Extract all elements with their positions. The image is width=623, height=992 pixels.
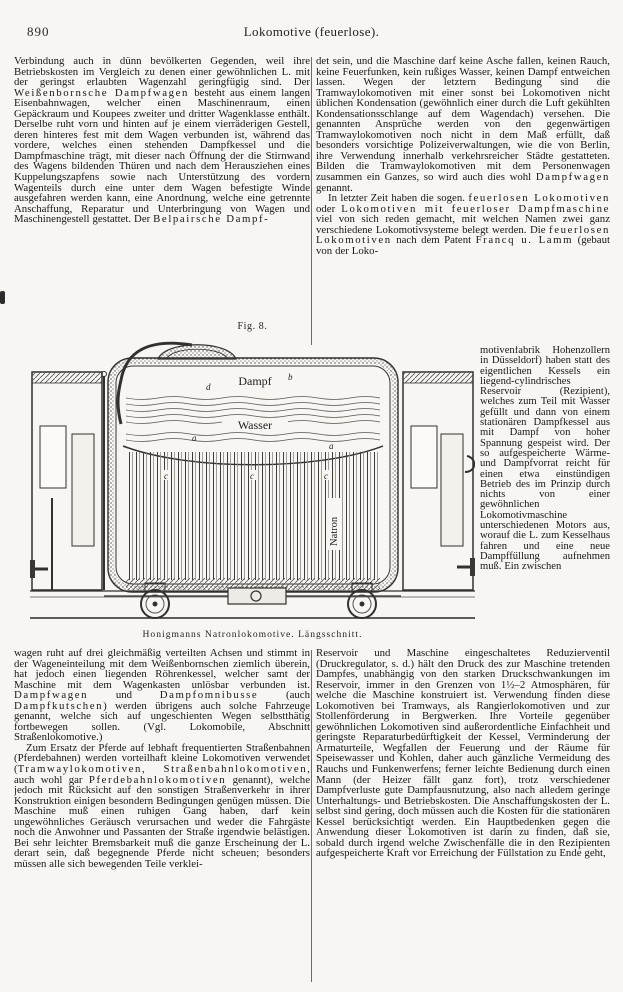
left-cab bbox=[32, 372, 102, 590]
emphasized-term: Dampfwagen bbox=[14, 689, 89, 702]
text-column-bottom-left bbox=[14, 648, 310, 986]
cab-window bbox=[411, 426, 437, 488]
scan-artifact bbox=[0, 291, 5, 304]
text-run: genannt. bbox=[316, 181, 353, 194]
column-divider-bottom bbox=[311, 650, 312, 982]
steam-dome bbox=[118, 343, 236, 424]
text-run: ) werden übrigens auch solche Fahrzeuge genannt, welche sich auf ungeschienten Wegen selbstthätig fortbewegen sollen. (Vgl. Lokomobile, Abschnitt Straßenlokomotive.) bbox=[14, 699, 310, 744]
figure-caption: Honigmanns Natronlokomotive. Längsschnitt. bbox=[142, 629, 363, 640]
figure-label-wasser: Wasser bbox=[237, 418, 273, 432]
page-title: Lokomotive (feuerlose). bbox=[243, 24, 380, 39]
text-run: genannt), welche jedoch mit Rücksicht auf den sonstigen Straßenverkehr in ihrer Konstruktion einigen besondern Bedingungen genügen müssen. Die Maschine muß einen ruhigen Gang haben, darf kein ungewöhnliches Geräusch verursachen und weder die Fahrgäste noch die Anwohner und Passanten der Straße irgendwie belästigen. Bei sehr leichter Bremsbarkeit muß die ganze Erscheinung der L. derart sein, daß begegnende Pferde nicht scheuen; besonders müssen alle sich bewegenden Teile verklei- bbox=[14, 773, 310, 870]
emphasized-term: feuerlosen Lokomotiven bbox=[316, 223, 610, 247]
text-run: Reservoir und Maschine eingeschaltetes Reduzierventil (Druckregulator, s. d.) hält den Druck des zur Maschine tretenden Dampfes, unabhängig von den starken Druckschwankungen im Reservoir, immer in den Grenzen von 1½–2 Atmosphären, für welche die Maschine konstruiert ist. Verwendung finden diese Lokomotiven bei Tramways, als Rangierlokomotiven und zur Stollenförderung in Bergwerken. Ihre Vorteile gegenüber gewöhnlichen Lokomotiven sind außerordentliche Einfachheit und geringste Reparaturbedürftigkeit der Kessel, Verminderung der Armaturteile, Wegfallen der Feuerung und der Räume für Speisewasser und Kohlen, daher auch gänzliche Vermeidung des Rauchs und Funkenwerfens; ferner leichte Bedienung durch einen Mann (der Heizer fällt ganz fort), trotz verschiedener Dampfverluste gute Dampfausnutzung, also nach alledem geringe Unterhaltungs- und Betriebskosten. Die Anschaffungskosten der L. selbst sind gering, doch müssen auch die Kosten für die stationären Kessel berücksichtigt werden. Ein Hauptbedenken gegen die Anwendung dieser Lokomotiven ist darin zu finden, daß sie, sobald durch irgend welche Zwischenfälle die in den Rezipienten aufgespeicherte Kraft vor Erreichung der Füllstation zu Ende geht, bbox=[316, 648, 610, 860]
text-run: Zum Ersatz der Pferde auf lebhaft frequentierten Straßenbahnen (Pferdebahnen) werden vorteilhaft kleine Lokomotiven verwendet ( bbox=[14, 741, 310, 776]
letter-a: a bbox=[329, 441, 334, 451]
text-run: besteht aus einem langen Eisenbahnwagen, welcher einen Maschinenraum, einen Gepäckraum und Koupees zweiter und dritter Wagenklasse enthält. Derselbe ruht vorn und hinten auf je einem vierräderigen Gestell, deren hinteres fest mit dem Wagen verbunden ist, während das vordere, welches einen stehenden Dampfkessel und die Dampfmaschine trägt, mit dieser nach Öffnung der die Stirnwand des Wagens bildenden Thüren und nach dem Herausziehen eines Kuppelungszapfens sowie nach Unterstützung des vordern Wagenteils durch eine unter dem Wagen befestigte Winde ausgefahren werden kann, eine Anordnung, welche eine getrennte Anschaffung, Reparatur und Unterbringung von Wagen und Maschinengestell gestattet. Der bbox=[14, 86, 310, 226]
text-column-mid-right bbox=[480, 346, 610, 652]
text-run: In letzter Zeit haben die sogen. bbox=[328, 192, 469, 205]
svg-text:c: c bbox=[250, 471, 254, 481]
paragraph bbox=[480, 346, 610, 573]
column-divider-top bbox=[311, 57, 312, 345]
locomotive-diagram bbox=[30, 338, 475, 623]
right-cab bbox=[403, 372, 474, 590]
figure-label-natron bbox=[327, 498, 340, 550]
text-run: oder bbox=[316, 202, 342, 215]
text-run: (auch bbox=[258, 689, 310, 702]
letter-b: b bbox=[288, 372, 293, 382]
text-column-top-right bbox=[316, 56, 610, 348]
page-number: 890 bbox=[27, 24, 50, 39]
letter-c bbox=[163, 470, 171, 481]
text-run: det sein, und die Maschine darf keine Asche fallen, keinen Rauch, keine Feuerfunken, kein rußiges Wasser, keinen Dampf entweichen lassen. Wegen der letztern Bedingung sind die Tramwaylokomotiven mit einer sonst bei Lokomotiven nicht üblichen Kondensation (gewöhnlich einer durch die Luft gekühlten Kondensationsschlange auf dem Wagendach) versehen. Die genannten Ansprüche werden von den gegenwärtigen Tramwaylokomotiven noch nicht in dem Maß erfüllt, daß besonders vorsichtige Polizeiverwaltungen, wie die von Berlin, ihre Verwendung innerhalb verkehrsreicher Städte gestatteten. Bilden die Tramwaylokomotiven mit dem Personenwagen zusammen ein Ganzes, so wird auch dies wohl bbox=[316, 56, 610, 184]
text-run: und bbox=[88, 689, 160, 702]
figure-label-dampf: Dampf bbox=[238, 374, 272, 388]
figure-container bbox=[30, 338, 475, 623]
emphasized-term: Lokomotiven mit feuerloser Dampfmaschine bbox=[341, 202, 610, 215]
text-run: viel von sich reden gemacht, mit welchen Namen zwei ganz verschiedene Lokomotivsysteme belegt werden. Die bbox=[316, 213, 610, 236]
text-column-top-left bbox=[14, 56, 310, 348]
engine-mechanism bbox=[228, 588, 286, 604]
letter-d: d bbox=[206, 382, 211, 392]
emphasized-term: feuerlosen Lokomotiven bbox=[468, 192, 610, 205]
paragraph bbox=[316, 193, 610, 256]
figure-number-label: Fig. 8. bbox=[237, 321, 268, 332]
emphasized-term: Dampfkutschen bbox=[14, 699, 104, 712]
svg-text:Natron: Natron bbox=[329, 516, 340, 546]
letter-c bbox=[249, 470, 257, 481]
paragraph bbox=[14, 743, 310, 870]
emphasized-term: Pferdebahnlokomotiven bbox=[88, 773, 227, 786]
cab-window bbox=[40, 426, 66, 488]
cab-door bbox=[72, 434, 94, 546]
text-run: (gebaut von der Loko- bbox=[316, 234, 610, 257]
emphasized-term: Belpairsche Dampf- bbox=[153, 213, 270, 226]
svg-text:c: c bbox=[324, 471, 328, 481]
emphasized-term: Dampfomnibusse bbox=[159, 689, 259, 702]
emphasized-term: Weißenbornsche Dampfwagen bbox=[14, 86, 190, 99]
cab-door bbox=[441, 434, 463, 546]
letter-a: a bbox=[192, 433, 197, 443]
paragraph bbox=[316, 648, 610, 859]
svg-text:c: c bbox=[164, 471, 168, 481]
text-run: motivenfabrik Hohenzollern in Düsseldorf) haben statt des eigentlichen Kessels ein liegend-cylindrisches Reservoir (Rezipient), welches zum Teil mit Wasser gefüllt und dann von einem stationären Dampfkessel aus mit Dampf von hoher Spannung gespeist wird. Der so aufgespeicherte Wärme- und Dampfvorrat reicht für einen etwa einstündigen Betrieb des im Prinzip durch nichts von einer gewöhnlichen Lokomotivmaschine unterschiedenen Motors aus, worauf die L. zum Kesselhaus fahren und eine neue Dampffüllung aufnehmen muß. Ein zwischen bbox=[480, 346, 610, 573]
page-header bbox=[0, 24, 623, 44]
emphasized-term: Tramwaylokomotiven, Straßenbahnlokomotiven bbox=[17, 763, 308, 776]
paragraph bbox=[14, 56, 310, 225]
text-column-bottom-right bbox=[316, 648, 610, 988]
text-run: wagen ruht auf drei gleichmäßig verteilten Achsen und stimmt in der Wageneinteilung mit dem Weißenbornschen ziemlich überein, hat jedoch einen liegenden Röhrenkessel, welcher samt der Maschine mit dem Wagenkasten unlösbar verbunden ist. bbox=[14, 648, 310, 691]
letter-c bbox=[323, 470, 331, 481]
text-run: nach dem Patent bbox=[391, 234, 476, 247]
paragraph bbox=[14, 648, 310, 743]
text-run: , auch wohl gar bbox=[14, 763, 310, 786]
paragraph bbox=[316, 56, 610, 193]
emphasized-term: Dampfwagen bbox=[535, 171, 610, 184]
text-run: Verbindung auch in dünn bevölkerten Gegenden, weil ihre Betriebskosten im Vergleich zu denen einer gewöhnlichen L. mit der geringst erlaubten Wagenzahl geringfügig sind. Der bbox=[14, 56, 310, 89]
emphasized-term: Francq u. Lamm bbox=[475, 234, 574, 247]
